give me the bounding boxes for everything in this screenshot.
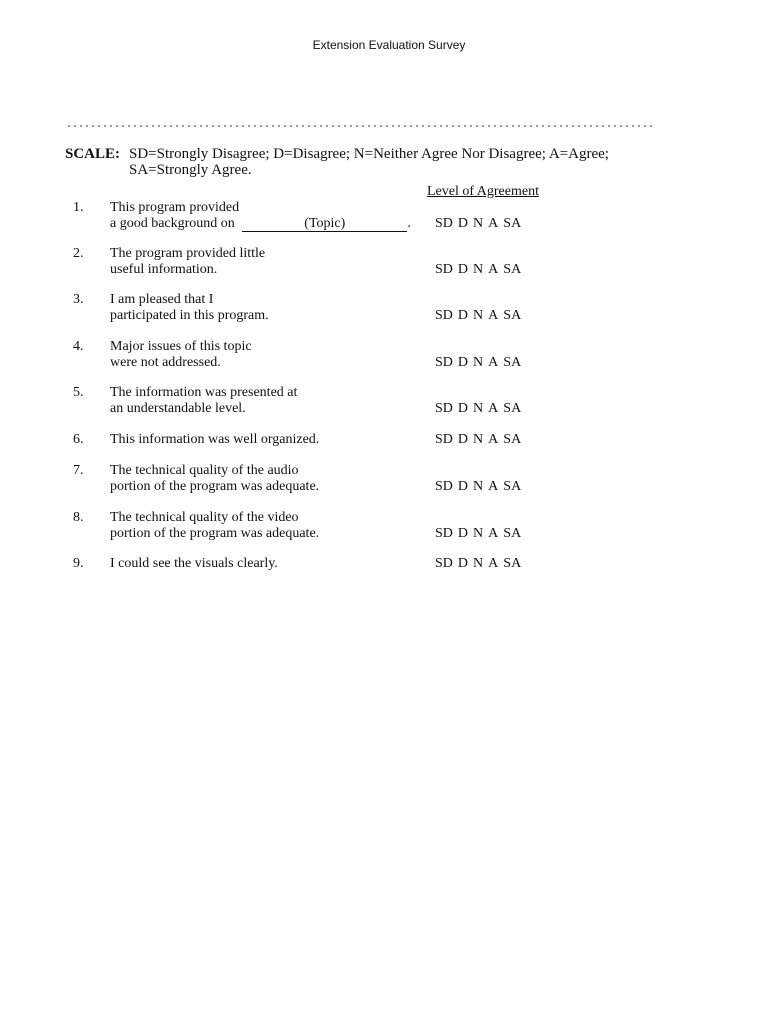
choice-d[interactable]: D [457,432,469,447]
choice-d[interactable]: D [457,479,469,494]
choice-sd[interactable]: SD [435,216,453,231]
choice-sa[interactable]: SA [503,526,522,541]
item-number: 1. [73,200,84,215]
choice-d[interactable]: D [457,355,469,370]
choice-n[interactable]: N [473,355,484,370]
choice-a[interactable]: A [488,526,499,541]
item-text [110,432,319,448]
choice-n[interactable]: N [473,479,484,494]
choice-sd[interactable]: SD [435,262,453,277]
agreement-choices [435,355,526,371]
item-text-line-1: The technical quality of the audio [110,463,299,478]
choice-d[interactable]: D [457,556,469,571]
choice-n[interactable]: N [473,308,484,323]
item-text-line-2: participated in this program. [110,308,269,323]
choice-a[interactable]: A [488,355,499,370]
choice-n[interactable]: N [473,216,484,231]
item-text-line-2: an understandable level. [110,401,246,416]
choice-sd[interactable]: SD [435,432,453,447]
item-text-line-2: were not addressed. [110,355,221,370]
scale-definition-line-2: SA=Strongly Agree. [129,162,252,178]
choice-d[interactable]: D [457,401,469,416]
choice-sa[interactable]: SA [503,262,522,277]
choice-d[interactable]: D [457,308,469,323]
choice-d[interactable]: D [457,262,469,277]
scale-definition-line-1: SD=Strongly Disagree; D=Disagree; N=Neither Agree Nor Disagree; A=Agree; [129,146,609,162]
item-number: 6. [73,432,84,447]
choice-sd[interactable]: SD [435,526,453,541]
choice-sa[interactable]: SA [503,432,522,447]
item-text-line-2-prefix: a good background on [110,216,235,231]
page-title: Extension Evaluation Survey [312,38,466,52]
choice-sa[interactable]: SA [503,556,522,571]
choice-sd[interactable]: SD [435,308,453,323]
item-text-line-1: I am pleased that I [110,292,214,307]
item-text-line-1: The technical quality of the video [110,510,299,525]
choice-a[interactable]: A [488,262,499,277]
agreement-choices [435,216,526,232]
topic-blank [242,217,407,232]
item-text-line-1: This information was well organized. [110,432,320,447]
item-text [110,510,319,542]
choice-n[interactable]: N [473,401,484,416]
item-number: 3. [73,292,84,307]
choice-sd[interactable]: SD [435,355,453,370]
item-text-line-2: portion of the program was adequate. [110,526,320,541]
item-text-line-1: The information was presented at [110,385,298,400]
choice-sd[interactable]: SD [435,401,453,416]
choice-n[interactable]: N [473,526,484,541]
choice-sd[interactable]: SD [435,479,453,494]
topic-blank-label: (Topic) [304,216,346,231]
choice-sa[interactable]: SA [503,308,522,323]
item-text-line-1: I could see the visuals clearly. [110,556,278,571]
agreement-choices [435,262,526,278]
item-number: 5. [73,385,84,400]
scale-label: SCALE: [65,146,121,162]
choice-sa[interactable]: SA [503,401,522,416]
choice-d[interactable]: D [457,526,469,541]
item-text [110,339,252,371]
choice-n[interactable]: N [473,262,484,277]
item-text [110,200,411,232]
choice-d[interactable]: D [457,216,469,231]
item-text [110,246,265,278]
agreement-choices [435,556,526,572]
item-number: 9. [73,556,84,571]
item-text [110,292,269,324]
item-text-line-2-suffix: . [407,216,411,231]
item-text [110,463,319,495]
item-number: 8. [73,510,84,525]
item-text-line-1: The program provided little [110,246,266,261]
agreement-choices [435,308,526,324]
item-text-line-1: This program provided [110,200,240,215]
choice-sa[interactable]: SA [503,479,522,494]
choice-a[interactable]: A [488,401,499,416]
agreement-choices [435,432,526,448]
choice-sa[interactable]: SA [503,216,522,231]
dotted-divider [66,125,654,127]
item-text-line-2: portion of the program was adequate. [110,479,320,494]
item-text [110,385,297,417]
item-text-line-2 [110,216,411,232]
choice-sd[interactable]: SD [435,556,453,571]
choice-a[interactable]: A [488,479,499,494]
item-number: 7. [73,463,84,478]
item-number: 4. [73,339,84,354]
choice-a[interactable]: A [488,216,499,231]
item-text-line-1: Major issues of this topic [110,339,252,354]
agreement-choices [435,479,526,495]
choice-n[interactable]: N [473,432,484,447]
choice-sa[interactable]: SA [503,355,522,370]
choice-n[interactable]: N [473,556,484,571]
choice-a[interactable]: A [488,432,499,447]
agreement-choices [435,526,526,542]
item-text-line-2: useful information. [110,262,218,277]
item-number: 2. [73,246,84,261]
item-text [110,556,278,572]
agreement-choices [435,401,526,417]
choice-a[interactable]: A [488,308,499,323]
level-of-agreement-heading: Level of Agreement [427,184,539,199]
choice-a[interactable]: A [488,556,499,571]
